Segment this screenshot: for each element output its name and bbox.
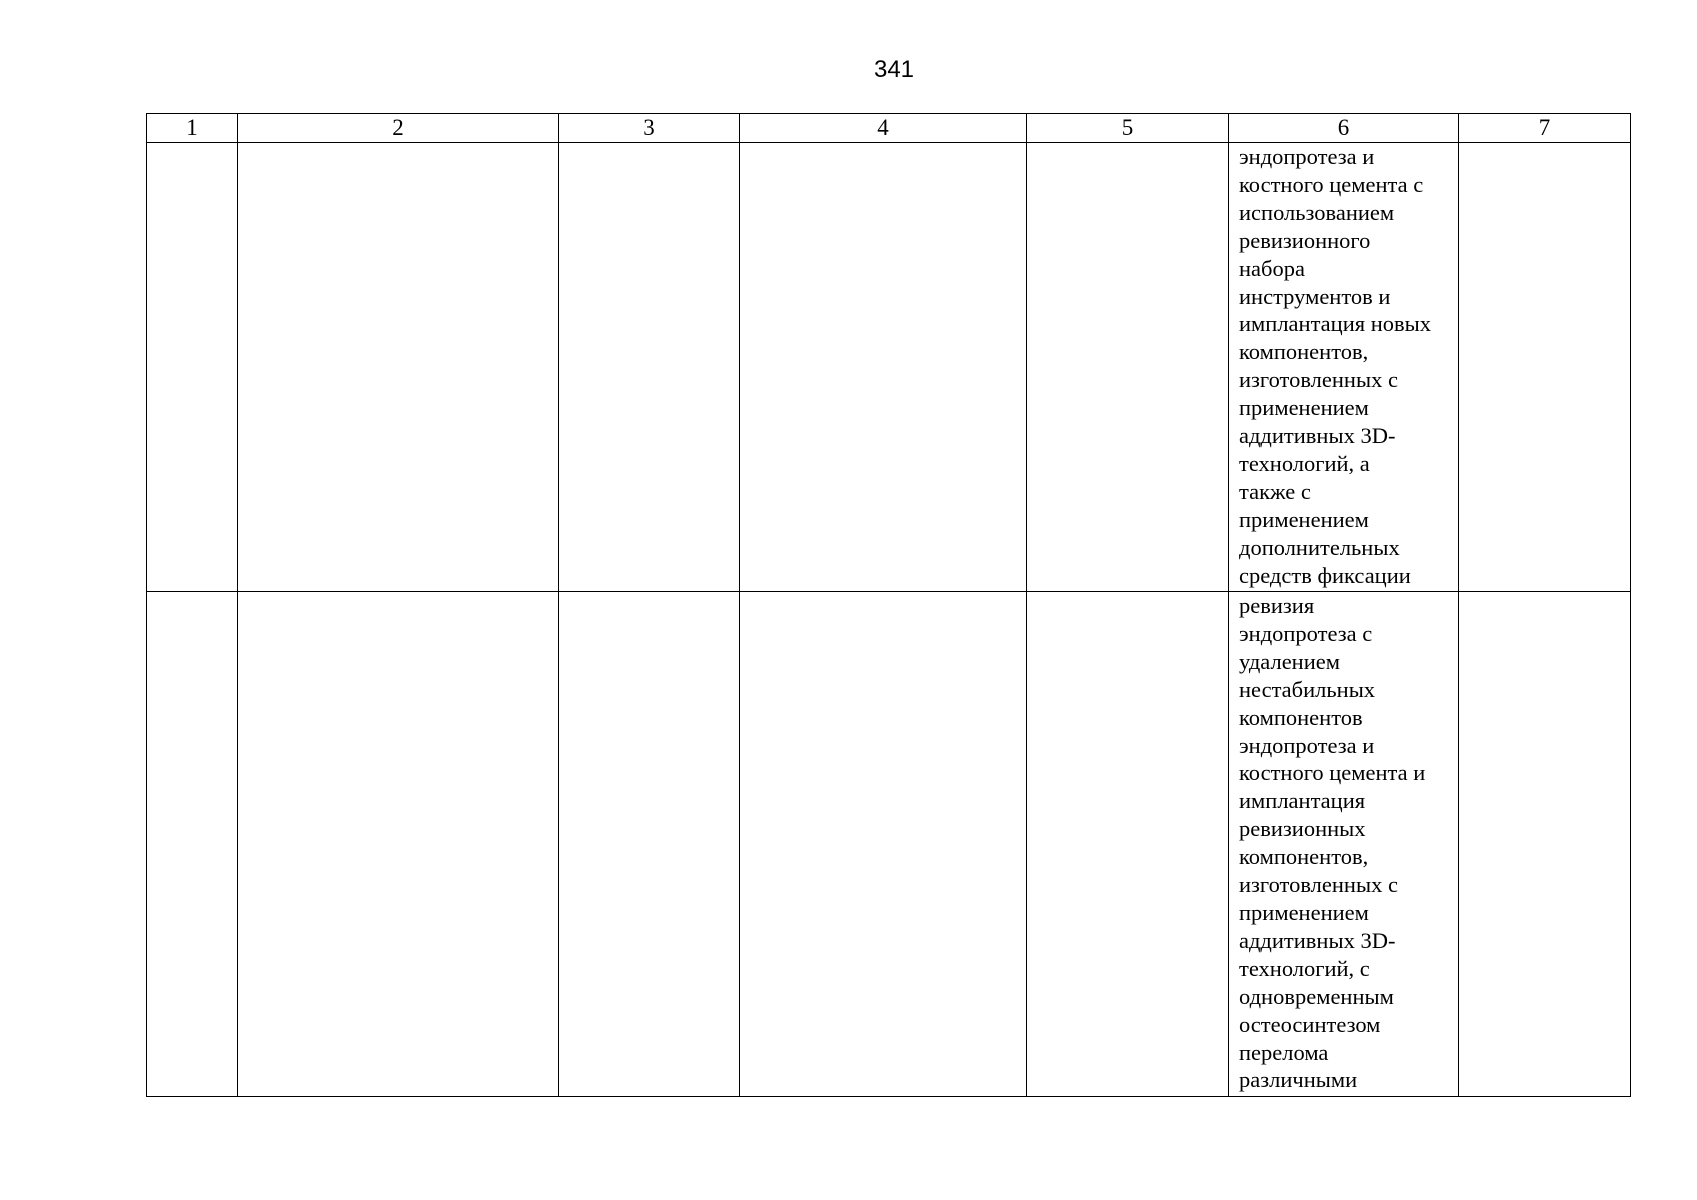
table-cell-col1 [147,143,238,592]
table-cell-col5 [1027,143,1229,592]
table-cell-col7 [1459,143,1631,592]
table-cell-col5 [1027,592,1229,1097]
table-cell-col4 [740,592,1027,1097]
column-header-4: 4 [740,114,1027,143]
table-cell-col3 [559,592,740,1097]
page-number: 341 [873,56,915,83]
table-cell-col3 [559,143,740,592]
table-cell-col6: ревизия эндопротеза с удалением нестабильных компонентов эндопротеза и костного цемента и имплантация ревизионных компонентов, изготовленных с применением аддитивных 3D- технологий, с одновременным остеосинтезом перелома различными [1229,592,1459,1097]
table-row [147,592,1631,1097]
column-header-3: 3 [559,114,740,143]
table-cell-col4 [740,143,1027,592]
table-cell-col2 [238,592,559,1097]
column-header-6: 6 [1229,114,1459,143]
table-row [147,143,1631,592]
column-header-5: 5 [1027,114,1229,143]
column-header-2: 2 [238,114,559,143]
table-cell-col6: эндопротеза и костного цемента с использованием ревизионного набора инструментов и имплантация новых компонентов, изготовленных с применением аддитивных 3D- технологий, а также с применением дополнительных средств фиксации [1229,143,1459,592]
table-cell-col1 [147,592,238,1097]
column-header-1: 1 [147,114,238,143]
column-header-7: 7 [1459,114,1631,143]
table-cell-col2 [238,143,559,592]
table-cell-col7 [1459,592,1631,1097]
procedures-table [146,113,1631,1097]
table-header-row [147,114,1631,143]
